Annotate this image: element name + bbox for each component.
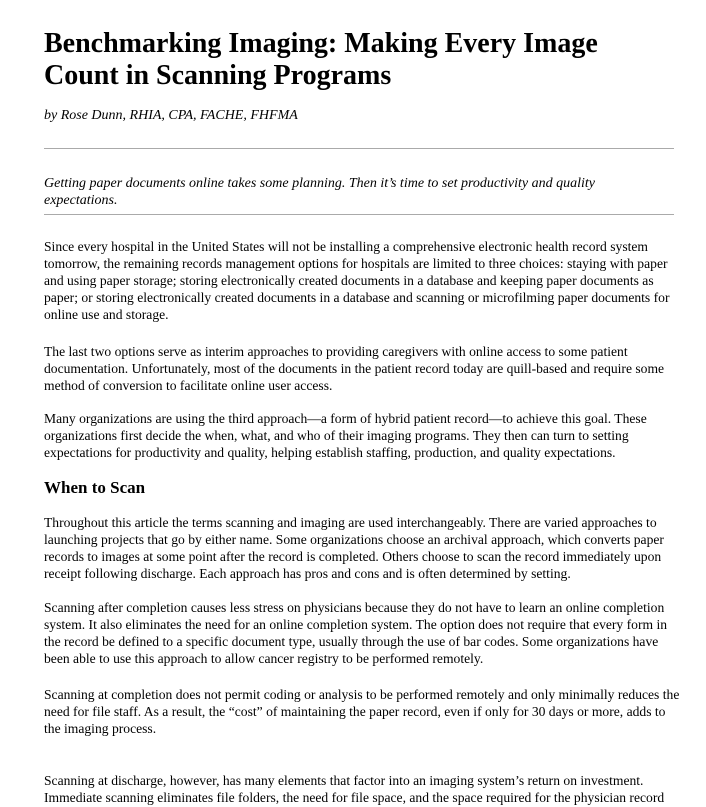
paragraph-line: receipt following discharge. Each approach has pros and cons and is often determined by setting.	[44, 566, 571, 581]
paragraph-line: Scanning at discharge, however, has many elements that factor into an imaging system’s return on investment.	[44, 773, 644, 788]
paragraph	[44, 772, 664, 806]
paragraph	[44, 514, 664, 582]
paragraph-line: records to images at some point after the record is completed. Others choose to scan the record immediately upon	[44, 549, 662, 564]
paragraph	[44, 238, 669, 323]
paragraph-line: paper; or storing electronically created documents in a database and scanning or microfilming paper documents for	[44, 290, 670, 305]
paragraph-line: and using paper storage; storing electronically created documents in a database and keeping paper documents as	[44, 273, 654, 288]
paragraph-line: method of conversion to facilitate online user access.	[44, 378, 333, 393]
paragraph	[44, 599, 667, 667]
paragraph-line: been able to use this approach to allow cancer registry to be performed remotely.	[44, 651, 484, 666]
paragraph-line: the imaging process.	[44, 721, 157, 736]
paragraph-line: Immediate scanning eliminates file folders, the need for file space, and the space required for the physician record	[44, 790, 665, 805]
paragraph-line: organizations first decide the when, what, and who of their imaging programs. They then can turn to setting	[44, 428, 629, 443]
paragraph-line: The last two options serve as interim approaches to providing caregivers with online access to some patient	[44, 344, 628, 359]
paragraph-line: expectations for productivity and quality, helping establish staffing, production, and quality expectations.	[44, 445, 616, 460]
intro-deck	[44, 175, 595, 209]
intro-line: expectations.	[44, 193, 118, 208]
paragraph-line: Since every hospital in the United States will not be installing a comprehensive electronic health record system	[44, 239, 648, 254]
author-byline: by Rose Dunn, RHIA, CPA, FACHE, FHFMA	[44, 108, 298, 123]
paragraph	[44, 686, 679, 737]
paragraph-line: the record be defined to a specific document type, usually through the use of bar codes. Some organizations have	[44, 634, 659, 649]
paragraph-line: system. It also eliminates the need for an online completion system. The option does not require that every form in	[44, 617, 668, 632]
paragraph-line: need for file staff. As a result, the “cost” of maintaining the paper record, even if only for 30 days or more, adds to	[44, 704, 666, 719]
paragraph-line: tomorrow, the remaining records management options for hospitals are limited to three choices: staying with paper	[44, 256, 668, 271]
paragraph	[44, 410, 647, 461]
divider	[44, 214, 674, 215]
title-line: Benchmarking Imaging: Making Every Image	[44, 28, 598, 59]
paragraph-line: Scanning at completion does not permit coding or analysis to be performed remotely and only minimally reduces the	[44, 687, 680, 702]
paragraph-line: Many organizations are using the third approach—a form of hybrid patient record—to achieve this goal. These	[44, 411, 647, 426]
paragraph-line: documentation. Unfortunately, most of the documents in the patient record today are quill-based and require some	[44, 361, 665, 376]
intro-line: Getting paper documents online takes some planning. Then it’s time to set productivity and quality	[44, 176, 595, 191]
paragraph	[44, 343, 664, 394]
paragraph-line: online use and storage.	[44, 307, 169, 322]
divider	[44, 148, 674, 149]
article-title	[44, 28, 674, 92]
title-line: Count in Scanning Programs	[44, 60, 392, 91]
paragraph-line: Throughout this article the terms scanning and imaging are used interchangeably. There are varied approaches to	[44, 515, 657, 530]
paragraph-line: Scanning after completion causes less stress on physicians because they do not have to learn an online completion	[44, 600, 665, 615]
paragraph-line: launching projects that go by either name. Some organizations choose an archival approach, which converts paper	[44, 532, 664, 547]
section-heading: When to Scan	[44, 478, 146, 497]
